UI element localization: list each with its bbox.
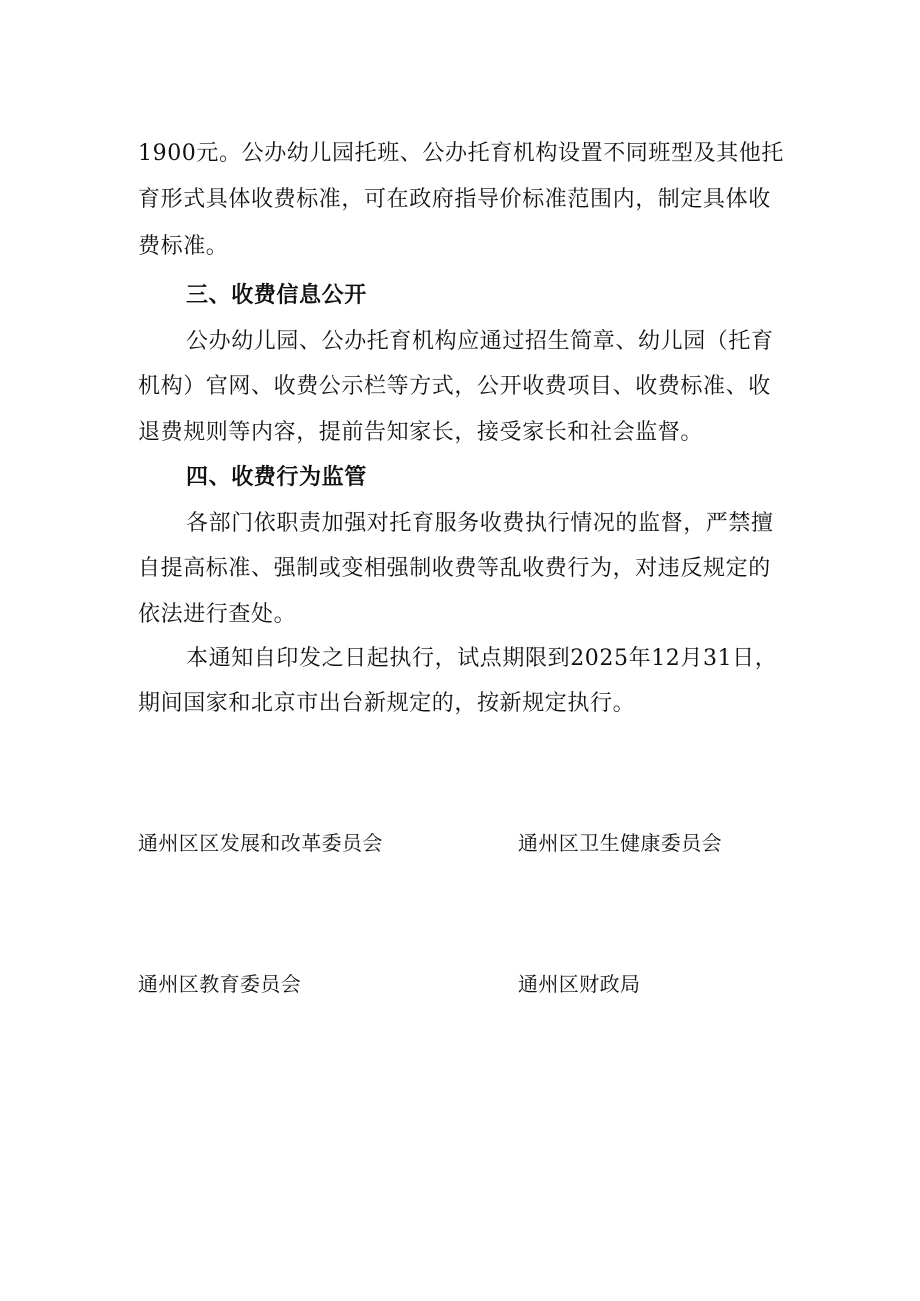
paragraph-line: 各部门依职责加强对托育服务收费执行情况的监督，严禁擅	[186, 511, 774, 536]
signature-development-reform-commission: 通州区区发展和改革委员会	[138, 831, 383, 855]
section-heading: 三、收费信息公开	[186, 282, 367, 308]
paragraph-line: 公办幼儿园、公办托育机构应通过招生简章、幼儿园（托育	[186, 329, 774, 354]
paragraph-line: 机构）官网、收费公示栏等方式，公开收费项目、收费标准、收	[138, 374, 771, 399]
paragraph-line: 育形式具体收费标准，可在政府指导价标准范围内，制定具体收	[138, 187, 771, 212]
paragraph-line: 期间国家和北京市出台新规定的，按新规定执行。	[138, 691, 636, 716]
paragraph-line: 1900元。公办幼儿园托班、公办托育机构设置不同班型及其他托	[138, 141, 784, 166]
section-heading: 四、收费行为监管	[186, 464, 367, 490]
signature-finance-bureau: 通州区财政局	[518, 972, 641, 996]
paragraph-line: 自提高标准、强制或变相强制收费等乱收费行为，对违反规定的	[138, 556, 771, 581]
paragraph-line: 本通知自印发之日起执行，试点期限到2025年12月31日，	[186, 646, 778, 671]
signature-education-commission: 通州区教育委员会	[138, 972, 302, 996]
paragraph-line: 退费规则等内容，提前告知家长，接受家长和社会监督。	[138, 420, 704, 445]
signature-health-commission: 通州区卫生健康委员会	[518, 831, 722, 855]
paragraph-line: 费标准。	[138, 234, 229, 259]
paragraph-line: 依法进行查处。	[138, 602, 297, 627]
